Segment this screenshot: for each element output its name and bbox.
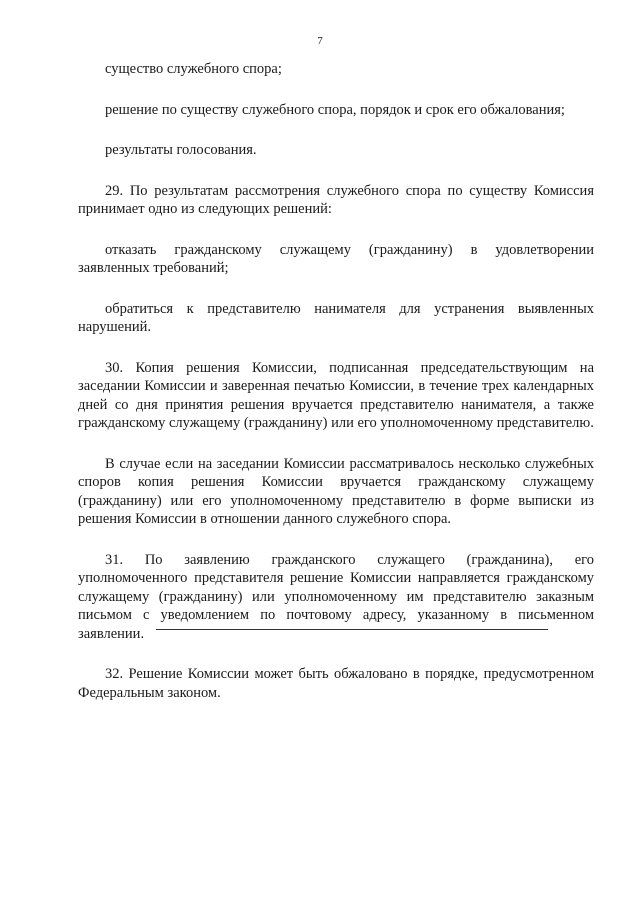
paragraph: 30. Копия решения Комиссии, подписанная председательствующим на заседании Комиссии и заверенная печатью Комиссии, в течение трех календарных дней со дня принятия решения вручается представителю нанимателя, а также гражданскому служащему (гражданину) или его уполномоченному представителю. [78, 359, 594, 431]
end-separator-line [156, 629, 548, 630]
paragraph: В случае если на заседании Комиссии рассматривалось несколько служебных споров копия решения Комиссии вручается гражданскому служащему (гражданину) или его уполномоченному представителю в форме выписки из решения Комиссии в отношении данного служебного спора. [78, 455, 594, 527]
paragraph: отказать гражданскому служащему (гражданину) в удовлетворении заявленных требований; [78, 241, 594, 276]
paragraph: существо служебного спора; [105, 61, 282, 77]
paragraph: 31. По заявлению гражданского служащего (гражданина), его уполномоченного представителя решение Комиссии направляется гражданскому служащему (гражданину) или уполномоченному им представителю заказным письмом с уведомлением по почтовому адресу, указанному в письменном заявлении. [78, 551, 594, 642]
paragraph: 32. Решение Комиссии может быть обжаловано в порядке, предусмотренном Федеральным законом. [78, 666, 594, 701]
paragraph: результаты голосования. [105, 142, 257, 158]
document-body [78, 60, 594, 702]
paragraph: решение по существу служебного спора, порядок и срок его обжалования; [105, 101, 565, 118]
paragraph: 29. По результатам рассмотрения служебного спора по существу Комиссия принимает одно из следующих решений: [78, 182, 594, 217]
page-number: 7 [317, 35, 323, 47]
paragraph: обратиться к представителю нанимателя для устранения выявленных нарушений. [78, 300, 594, 335]
